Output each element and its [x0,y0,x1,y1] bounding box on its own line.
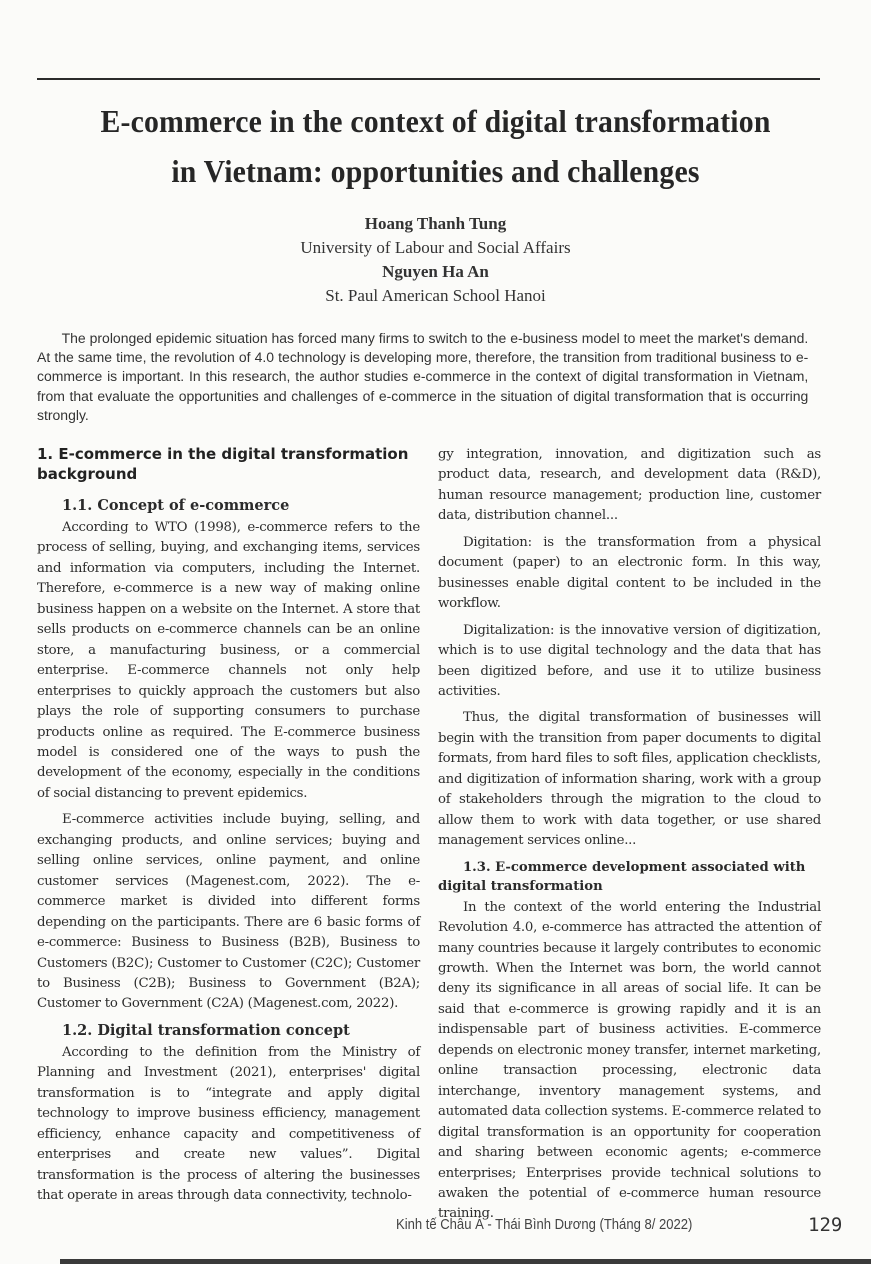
author-affiliation-2: St. Paul American School Hanoi [325,286,546,305]
header-rule [37,78,820,80]
paragraph-continued: gy integration, innovation, and digitization such as product data, research, and development data (R&D), human resource management; production line, customer data, distribution channel... [438,447,821,524]
paragraph: According to WTO (1998), e-commerce refers to the process of selling, buying, and exchanging items, services and information via computers, including the Internet. Therefore, e-commerce is a new way of making online business happen on a website on the Internet. A store that sells products on e-commerce channels can be an online store, a manufacturing business, or a commercial enterprise. E-commerce channels not only help enterprises to quickly approach the customers but also plays the role of supporting consumers to purchase products online as required. The E-commerce business model is considered one of the ways to push the development of the economy, especially in the conditions of social distancing to prevent epidemics. [37,520,420,801]
author-name-1: Hoang Thanh Tung [364,214,507,233]
paragraph: Digitation: is the transformation from a physical document (paper) to an electronic form. In this way, businesses enable digital content to be included in the workflow. [438,534,821,612]
paragraph: E-commerce activities include buying, selling, and exchanging products, and online services; buying and selling online services, online payment, and online customer services (Magenest.com, 2022). The e-commerce market is divided into different forms depending on the participants. There are 6 basic forms of e-commerce: Business to Business (B2B), Business to Customers (B2C); Customer to Customer (C2C); Customer to Business (C2B); Business to Government (B2A); Customer to Government (C2A) (Magenest.com, 2022). [37,812,420,1012]
paragraph: In the context of the world entering the Industrial Revolution 4.0, e-commerce has attracted the attention of many countries because it largely contributes to economic growth. When the Internet was born, the world cannot deny its significance in all areas of social life. It can be said that e-commerce is growing rapidly and it is an indispensable part of business activities. E-commerce depends on electronic money transfer, internet marketing, online transaction processing, electronic data interchange, inventory management systems, and automated data collection systems. E-commerce related to digital transformation is an opportunity for cooperation and sharing between economic agents; e-commerce enterprises; Enterprises provide technical solutions to awaken the potential of e-commerce human resource training. [438,899,821,1222]
journal-footer: Kinh tế Châu Á - Thái Bình Dương (Tháng 8/ 2022) [396,1217,693,1233]
paragraph: According to the definition from the Ministry of Planning and Investment (2021), enterprises' digital transformation is to “integrate and apply digital technology to improve business efficiency, management efficiency, enhance capacity and competitiveness of enterprises and create new values”. Digital transformation is the process of altering the businesses that operate in areas through data connectivity, technolo- [37,1044,420,1204]
left-column [37,444,420,1213]
abstract: The prolonged epidemic situation has forced many firms to switch to the e-business model to meet the market's demand. At the same time, the revolution of 4.0 technology is developing more, therefore, the transition from traditional business to e-commerce is important. In this research, the author studies e-commerce in the context of digital transformation in Vietnam, from that evaluate the opportunities and challenges of e-commerce in the situation of digital transformation that is occurring strongly. [37,331,809,424]
subsection-heading-1-3: 1.3. E-commerce development associated with digital transformation [438,859,806,894]
paragraph: Thus, the digital transformation of businesses will begin with the transition from paper documents to digital formats, from hard files to soft files, application checklists, and digitization of information sharing, work with a group of stakeholders through the migration to the cloud to allow them to work with data together, or use shared management services online... [438,710,821,849]
paragraph: Digitalization: is the innovative version of digitization, which is to use digital technology and the data that has been digitized before, and use it to utilize business activities. [438,622,821,699]
author-name-2: Nguyen Ha An [382,262,489,281]
scan-edge [60,1259,871,1264]
section-heading-1: 1. E-commerce in the digital transformation background [37,445,409,483]
article-title-line-1: E-commerce in the context of digital transformation [100,103,771,139]
subsection-heading-1-1: 1.1. Concept of e-commerce [62,497,290,514]
author-affiliation-1: University of Labour and Social Affairs [300,238,571,257]
page-number: 129 [808,1214,843,1236]
subsection-heading-1-2: 1.2. Digital transformation concept [62,1021,350,1039]
article-title-line-2: in Vietnam: opportunities and challenges [171,153,700,189]
right-column [438,445,821,1231]
